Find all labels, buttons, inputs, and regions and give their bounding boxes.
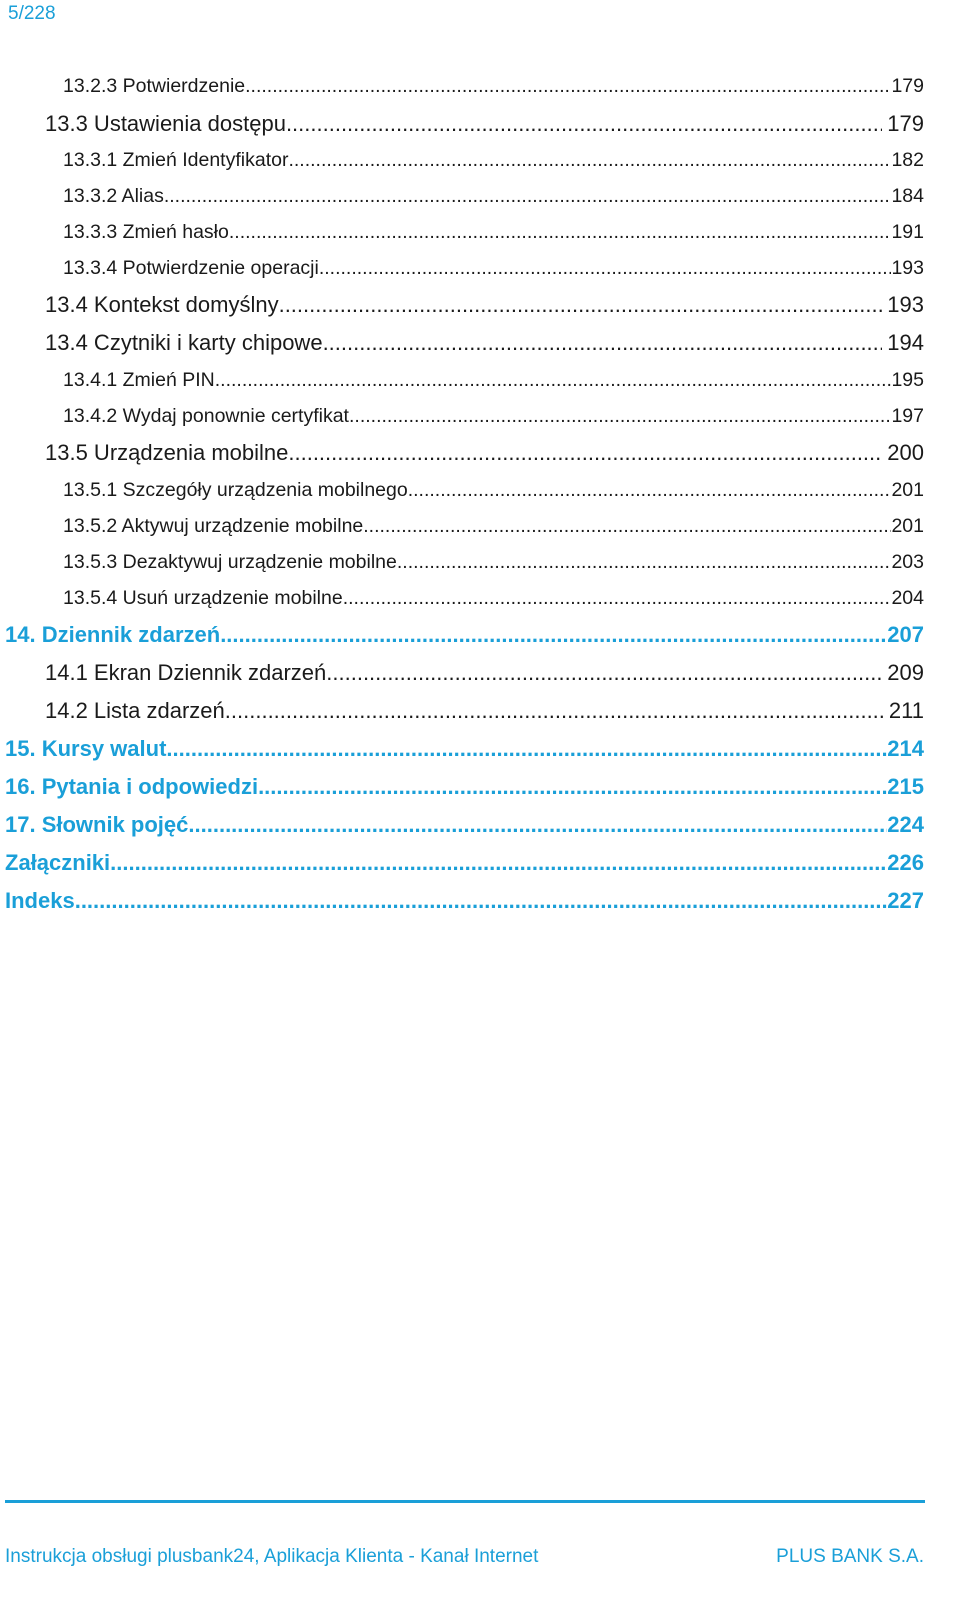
toc-entry-14[interactable] bbox=[5, 622, 924, 648]
toc-leader-dots bbox=[220, 622, 887, 648]
toc-entry-16[interactable] bbox=[5, 774, 924, 800]
toc-entry-zalaczniki[interactable] bbox=[5, 850, 924, 876]
toc-entry-14-1[interactable] bbox=[45, 660, 924, 686]
toc-entry-14-2[interactable] bbox=[45, 698, 924, 724]
toc-leader-dots bbox=[110, 850, 887, 876]
toc-entry-17[interactable] bbox=[5, 812, 924, 838]
toc-entry-label: 13.3.3 Zmień hasło bbox=[63, 221, 229, 243]
toc-leader-dots bbox=[343, 587, 892, 610]
toc-leader-dots bbox=[288, 440, 882, 466]
toc-entry-13-5-2[interactable] bbox=[63, 515, 924, 538]
toc-entry-13-4-kontekst[interactable] bbox=[45, 292, 924, 318]
toc-entry-13-3[interactable] bbox=[45, 111, 924, 137]
toc-entry-page: 227 bbox=[887, 888, 924, 913]
toc-entry-page: 226 bbox=[887, 850, 924, 875]
toc-entry-page: 201 bbox=[891, 479, 924, 501]
toc-entry-page: 193 bbox=[891, 257, 924, 279]
toc-entry-page: 209 bbox=[887, 660, 924, 685]
toc-entry-13-5[interactable] bbox=[45, 440, 924, 466]
toc-leader-dots bbox=[286, 111, 882, 137]
toc-entry-label: 13.3 Ustawienia dostępu bbox=[45, 111, 286, 136]
toc-entry-15[interactable] bbox=[5, 736, 924, 762]
toc-leader-dots bbox=[319, 257, 892, 280]
toc-entry-label: 14.2 Lista zdarzeń bbox=[45, 698, 225, 723]
toc-entry-label: 13.5.2 Aktywuj urządzenie mobilne bbox=[63, 515, 364, 537]
footer-company-name: PLUS BANK S.A. bbox=[776, 1546, 924, 1567]
toc-leader-dots bbox=[75, 888, 888, 914]
toc-entry-page: 193 bbox=[887, 292, 924, 317]
toc-entry-label: 13.5.1 Szczegóły urządzenia mobilnego bbox=[63, 479, 408, 501]
toc-entry-13-4-2[interactable] bbox=[63, 405, 924, 428]
toc-entry-label: 17. Słownik pojęć bbox=[5, 812, 189, 837]
toc-leader-dots bbox=[288, 149, 891, 172]
toc-entry-page: 203 bbox=[891, 551, 924, 573]
toc-entry-label: 13.3.2 Alias bbox=[63, 185, 164, 207]
toc-leader-dots bbox=[166, 736, 887, 762]
toc-entry-13-5-1[interactable] bbox=[63, 479, 924, 502]
toc-entry-label: 15. Kursy walut bbox=[5, 736, 167, 761]
toc-entry-label: 13.5 Urządzenia mobilne bbox=[45, 440, 289, 465]
toc-leader-dots bbox=[164, 185, 892, 208]
toc-entry-page: 201 bbox=[891, 515, 924, 537]
toc-entry-13-3-4[interactable] bbox=[63, 257, 924, 280]
toc-entry-page: 215 bbox=[887, 774, 924, 799]
toc-entry-page: 191 bbox=[891, 221, 924, 243]
toc-entry-label: 13.5.4 Usuń urządzenie mobilne bbox=[63, 587, 343, 609]
toc-entry-label: Załączniki bbox=[5, 850, 111, 875]
toc-entry-label: 13.4.2 Wydaj ponownie certyfikat bbox=[63, 405, 349, 427]
toc-entry-page: 200 bbox=[887, 440, 924, 465]
toc-entry-label: 13.4.1 Zmień PIN bbox=[63, 369, 215, 391]
toc-leader-dots bbox=[258, 774, 887, 800]
toc-entry-page: 184 bbox=[891, 185, 924, 207]
toc-entry-page: 197 bbox=[891, 405, 924, 427]
footer-document-title: Instrukcja obsługi plusbank24, Aplikacja Klienta - Kanał Internet bbox=[5, 1546, 539, 1567]
footer-divider bbox=[5, 1500, 925, 1503]
toc-entry-page: 224 bbox=[887, 812, 924, 837]
toc-entry-label: 13.5.3 Dezaktywuj urządzenie mobilne bbox=[63, 551, 397, 573]
toc-entry-13-3-2[interactable] bbox=[63, 185, 924, 208]
toc-entry-label: 14.1 Ekran Dziennik zdarzeń bbox=[45, 660, 327, 685]
toc-entry-13-2-3[interactable] bbox=[63, 75, 924, 98]
toc-entry-label: Indeks bbox=[5, 888, 75, 913]
toc-leader-dots bbox=[326, 660, 882, 686]
toc-leader-dots bbox=[279, 292, 883, 318]
toc-entry-page: 194 bbox=[887, 330, 924, 355]
toc-entry-13-5-3[interactable] bbox=[63, 551, 924, 574]
toc-leader-dots bbox=[245, 75, 891, 98]
toc-entry-13-4-czytniki[interactable] bbox=[45, 330, 924, 356]
toc-entry-page: 179 bbox=[887, 111, 924, 136]
toc-leader-dots bbox=[363, 515, 891, 538]
toc-entry-13-3-1[interactable] bbox=[63, 149, 924, 172]
toc-leader-dots bbox=[323, 330, 883, 356]
toc-entry-page: 182 bbox=[891, 149, 924, 171]
toc-leader-dots bbox=[229, 221, 892, 244]
toc-entry-indeks[interactable] bbox=[5, 888, 924, 914]
toc-entry-label: 13.3.4 Potwierdzenie operacji bbox=[63, 257, 319, 279]
toc-entry-label: 13.4 Kontekst domyślny bbox=[45, 292, 279, 317]
toc-entry-page: 211 bbox=[888, 698, 924, 723]
toc-entry-page: 204 bbox=[891, 587, 924, 609]
toc-entry-page: 195 bbox=[891, 369, 924, 391]
toc-entry-label: 13.3.1 Zmień Identyfikator bbox=[63, 149, 289, 171]
toc-leader-dots bbox=[408, 479, 892, 502]
toc-entry-label: 16. Pytania i odpowiedzi bbox=[5, 774, 259, 799]
toc-leader-dots bbox=[397, 551, 892, 574]
toc-leader-dots bbox=[349, 405, 891, 428]
toc-entry-13-3-3[interactable] bbox=[63, 221, 924, 244]
toc-leader-dots bbox=[188, 812, 887, 838]
toc-entry-label: 14. Dziennik zdarzeń bbox=[5, 622, 221, 647]
toc-entry-13-4-1[interactable] bbox=[63, 369, 924, 392]
toc-entry-page: 214 bbox=[887, 736, 924, 761]
toc-entry-label: 13.4 Czytniki i karty chipowe bbox=[45, 330, 323, 355]
toc-entry-page: 179 bbox=[891, 75, 924, 97]
toc-leader-dots bbox=[225, 698, 884, 724]
toc-entry-page: 207 bbox=[887, 622, 924, 647]
toc-entry-label: 13.2.3 Potwierdzenie bbox=[63, 75, 246, 97]
toc-leader-dots bbox=[215, 369, 892, 392]
toc-entry-13-5-4[interactable] bbox=[63, 587, 924, 610]
page-counter: 5/228 bbox=[8, 3, 56, 24]
